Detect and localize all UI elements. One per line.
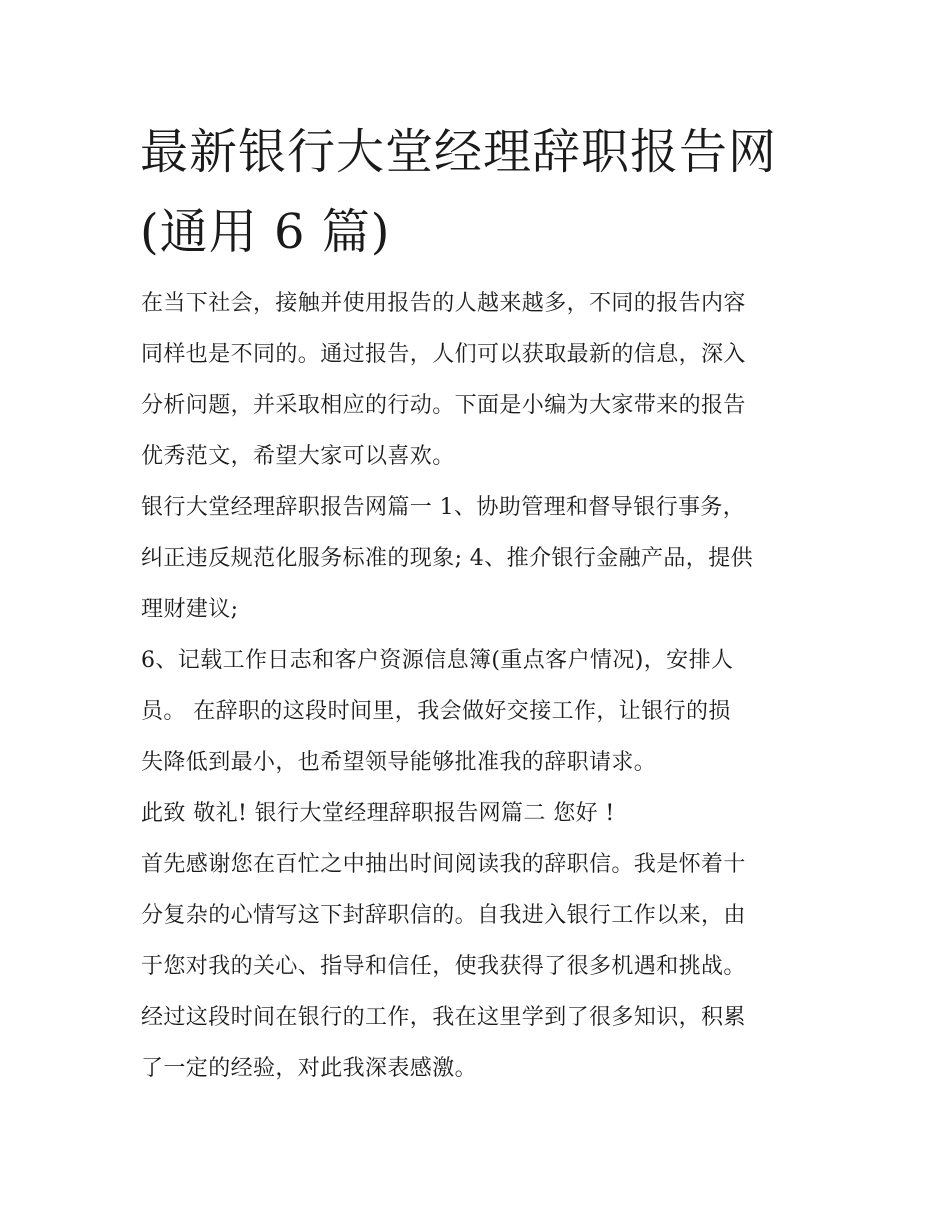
paragraph-thanks	[141, 839, 813, 1094]
text-line: 同样也是不同的。通过报告，人们可以获取最新的信息，深入	[141, 342, 746, 367]
paragraph-part-one	[141, 482, 813, 635]
paragraph-duties	[141, 635, 813, 788]
document-title	[140, 112, 830, 272]
title-line-2: (通用 6 篇)	[140, 204, 391, 260]
paragraph-intro	[141, 278, 813, 482]
paragraph-salutation	[141, 788, 813, 839]
text-line: 失降低到最小，也希望领导能够批准我的辞职请求。	[141, 750, 657, 775]
text-line: 6、记载工作日志和客户资源信息簿(重点客户情况)，安排人	[141, 648, 734, 673]
title-line-1: 最新银行大堂经理辞职报告网	[140, 124, 778, 180]
text-line: 纠正违反规范化服务标准的现象; 4、推介银行金融产品，提供	[141, 546, 754, 571]
text-line: 分复杂的心情写这下封辞职信的。自我进入银行工作以来，由	[141, 903, 746, 928]
text-line: 此致 敬礼! 银行大堂经理辞职报告网篇二 您好 !	[141, 801, 615, 826]
text-line: 分析问题，并采取相应的行动。下面是小编为大家带来的报告	[141, 393, 746, 418]
text-line: 员。 在辞职的这段时间里，我会做好交接工作，让银行的损	[141, 699, 731, 724]
text-line: 了一定的经验，对此我深表感激。	[141, 1056, 478, 1081]
text-line: 银行大堂经理辞职报告网篇一 1、协助管理和督导银行事务，	[141, 495, 746, 520]
text-line: 优秀范文，希望大家可以喜欢。	[141, 444, 455, 469]
document-body	[141, 278, 813, 1094]
text-line: 于您对我的关心、指导和信任，使我获得了很多机遇和挑战。	[141, 954, 746, 979]
text-line: 经过这段时间在银行的工作，我在这里学到了很多知识，积累	[141, 1005, 746, 1030]
text-line: 首先感谢您在百忙之中抽出时间阅读我的辞职信。我是怀着十	[141, 852, 746, 877]
text-line: 在当下社会，接触并使用报告的人越来越多，不同的报告内容	[141, 291, 746, 316]
text-line: 理财建议;	[141, 597, 239, 622]
